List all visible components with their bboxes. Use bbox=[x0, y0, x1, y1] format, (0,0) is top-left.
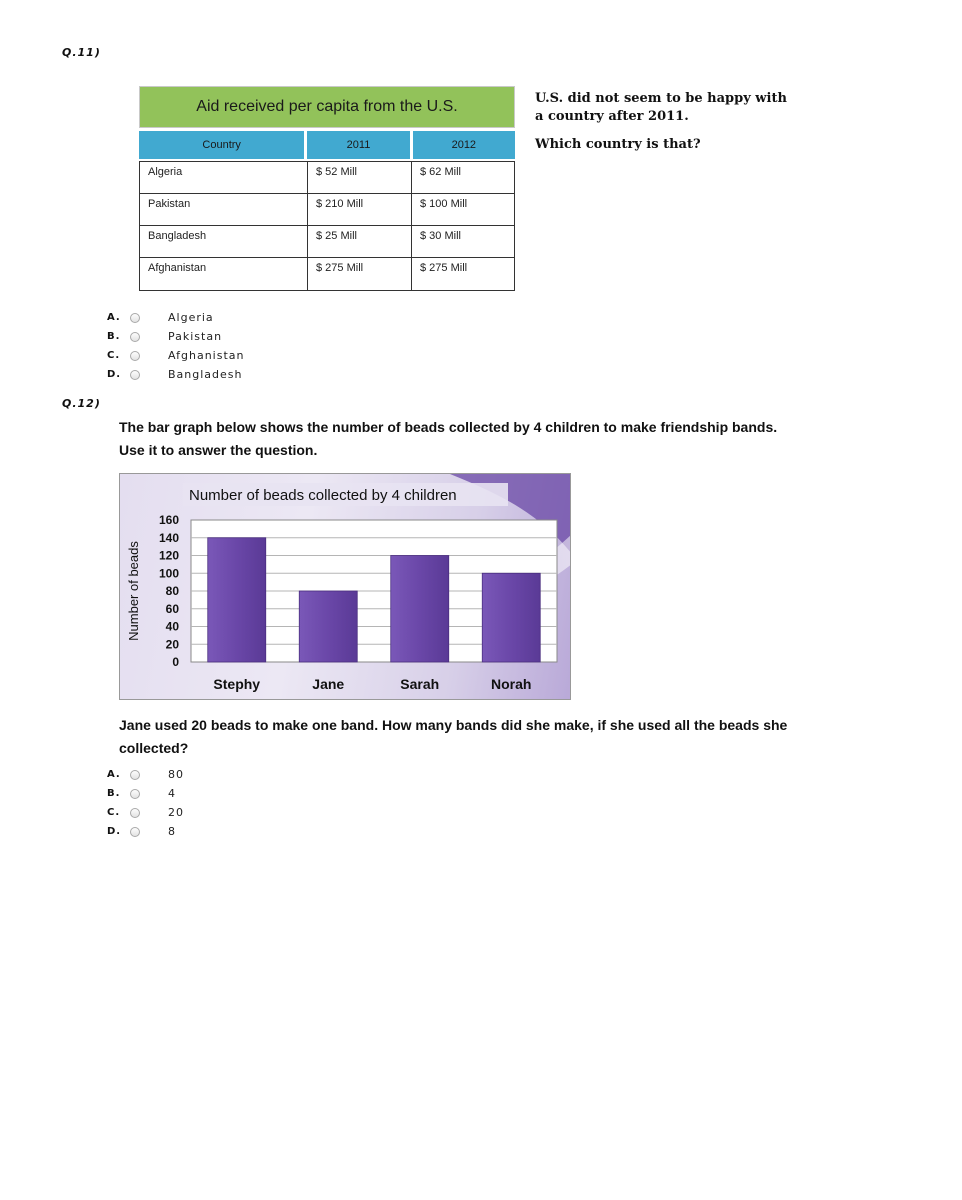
table-cell: Bangladesh bbox=[140, 226, 308, 257]
option-label[interactable]: Bangladesh bbox=[168, 368, 243, 381]
q12-question-line2: collected? bbox=[119, 740, 189, 756]
y-tick-label: 20 bbox=[165, 637, 179, 652]
chart-title: Number of beads collected by 4 children bbox=[189, 487, 457, 504]
y-tick-label: 160 bbox=[158, 513, 179, 527]
q11-options bbox=[107, 308, 244, 384]
option-label[interactable]: Afghanistan bbox=[168, 349, 245, 362]
x-tick-label: Norah bbox=[491, 676, 532, 692]
radio-button[interactable] bbox=[130, 351, 140, 361]
bar-jane bbox=[299, 591, 357, 662]
q12-options bbox=[107, 765, 184, 841]
q11-option-d[interactable] bbox=[107, 365, 244, 384]
radio-button[interactable] bbox=[130, 789, 140, 799]
q11-question bbox=[535, 90, 815, 154]
bar-sarah bbox=[391, 556, 449, 663]
table-cell: Algeria bbox=[140, 162, 308, 193]
q12-question-line1: Jane used 20 beads to make one band. How many bands did she make, if she used all the beads she bbox=[119, 717, 788, 733]
y-tick-label: 80 bbox=[165, 584, 179, 598]
q12-option-c[interactable] bbox=[107, 803, 184, 822]
y-tick-label: 40 bbox=[165, 619, 179, 634]
y-tick-label: 120 bbox=[158, 548, 179, 563]
aid-table bbox=[139, 86, 515, 291]
header-country: Country bbox=[139, 131, 307, 159]
q12-intro-line2: Use it to answer the question. bbox=[119, 442, 318, 458]
radio-button[interactable] bbox=[130, 313, 140, 323]
radio-button[interactable] bbox=[130, 808, 140, 818]
aid-table-title: Aid received per capita from the U.S. bbox=[139, 86, 515, 128]
header-2011: 2011 bbox=[307, 131, 412, 159]
option-label[interactable]: Algeria bbox=[168, 311, 214, 324]
radio-button[interactable] bbox=[130, 827, 140, 837]
table-cell: $ 52 Mill bbox=[308, 162, 412, 193]
table-cell: $ 275 Mill bbox=[420, 262, 468, 274]
option-letter: D. bbox=[107, 826, 122, 837]
bar-chart bbox=[119, 473, 571, 700]
option-letter: C. bbox=[107, 807, 121, 818]
table-cell: $ 210 Mill bbox=[308, 194, 412, 225]
radio-button[interactable] bbox=[130, 332, 140, 342]
q12-option-b[interactable] bbox=[107, 784, 184, 803]
q12-option-d[interactable] bbox=[107, 822, 184, 841]
q11-option-b[interactable] bbox=[107, 327, 244, 346]
y-tick-label: 0 bbox=[172, 655, 179, 669]
q12-intro-line1: The bar graph below shows the number of beads collected by 4 children to make friendship bands. bbox=[119, 419, 778, 435]
q11-question-line2: a country after 2011. bbox=[535, 109, 689, 124]
radio-button[interactable] bbox=[130, 770, 140, 780]
x-tick-label: Sarah bbox=[400, 676, 440, 692]
option-letter: A. bbox=[107, 312, 121, 323]
option-label[interactable]: 4 bbox=[168, 787, 176, 800]
option-letter: C. bbox=[107, 350, 121, 361]
option-letter: A. bbox=[107, 769, 121, 780]
table-cell: $ 25 Mill bbox=[308, 226, 412, 257]
option-label[interactable]: 8 bbox=[168, 825, 176, 838]
q11-option-a[interactable] bbox=[107, 308, 244, 327]
option-letter: B. bbox=[107, 788, 121, 799]
question-number-12: Q.12) bbox=[62, 397, 101, 410]
x-tick-label: Jane bbox=[312, 676, 345, 692]
q11-question-line1: U.S. did not seem to be happy with bbox=[535, 91, 787, 106]
option-letter: B. bbox=[107, 331, 121, 342]
table-cell: $ 62 Mill bbox=[420, 166, 461, 178]
table-row bbox=[140, 162, 514, 194]
table-cell: $ 100 Mill bbox=[420, 198, 468, 210]
table-cell: $ 275 Mill bbox=[308, 258, 412, 290]
table-row bbox=[140, 258, 514, 290]
y-axis-label: Number of beads bbox=[126, 541, 141, 641]
option-letter: D. bbox=[107, 369, 122, 380]
table-cell: Afghanistan bbox=[140, 258, 308, 290]
aid-table-body bbox=[139, 161, 515, 291]
q11-question-line3: Which country is that? bbox=[535, 137, 701, 152]
radio-button[interactable] bbox=[130, 370, 140, 380]
table-row bbox=[140, 226, 514, 258]
q11-option-c[interactable] bbox=[107, 346, 244, 365]
question-number-11: Q.11) bbox=[62, 46, 101, 59]
option-label[interactable]: 80 bbox=[168, 768, 184, 781]
q12-intro bbox=[119, 416, 819, 462]
bar-chart-svg bbox=[120, 474, 571, 700]
bar-norah bbox=[482, 573, 540, 662]
y-tick-label: 60 bbox=[165, 601, 179, 616]
option-label[interactable]: 20 bbox=[168, 806, 184, 819]
option-label[interactable]: Pakistan bbox=[168, 330, 223, 343]
x-tick-label: Stephy bbox=[213, 676, 261, 692]
table-cell: $ 30 Mill bbox=[420, 230, 461, 242]
table-cell: Pakistan bbox=[140, 194, 308, 225]
y-tick-label: 140 bbox=[158, 530, 179, 545]
q12-question bbox=[119, 714, 819, 760]
bar-stephy bbox=[208, 538, 266, 662]
y-tick-label: 100 bbox=[158, 566, 179, 581]
q12-option-a[interactable] bbox=[107, 765, 184, 784]
aid-table-header bbox=[139, 131, 515, 159]
table-row bbox=[140, 194, 514, 226]
header-2012: 2012 bbox=[413, 131, 515, 159]
